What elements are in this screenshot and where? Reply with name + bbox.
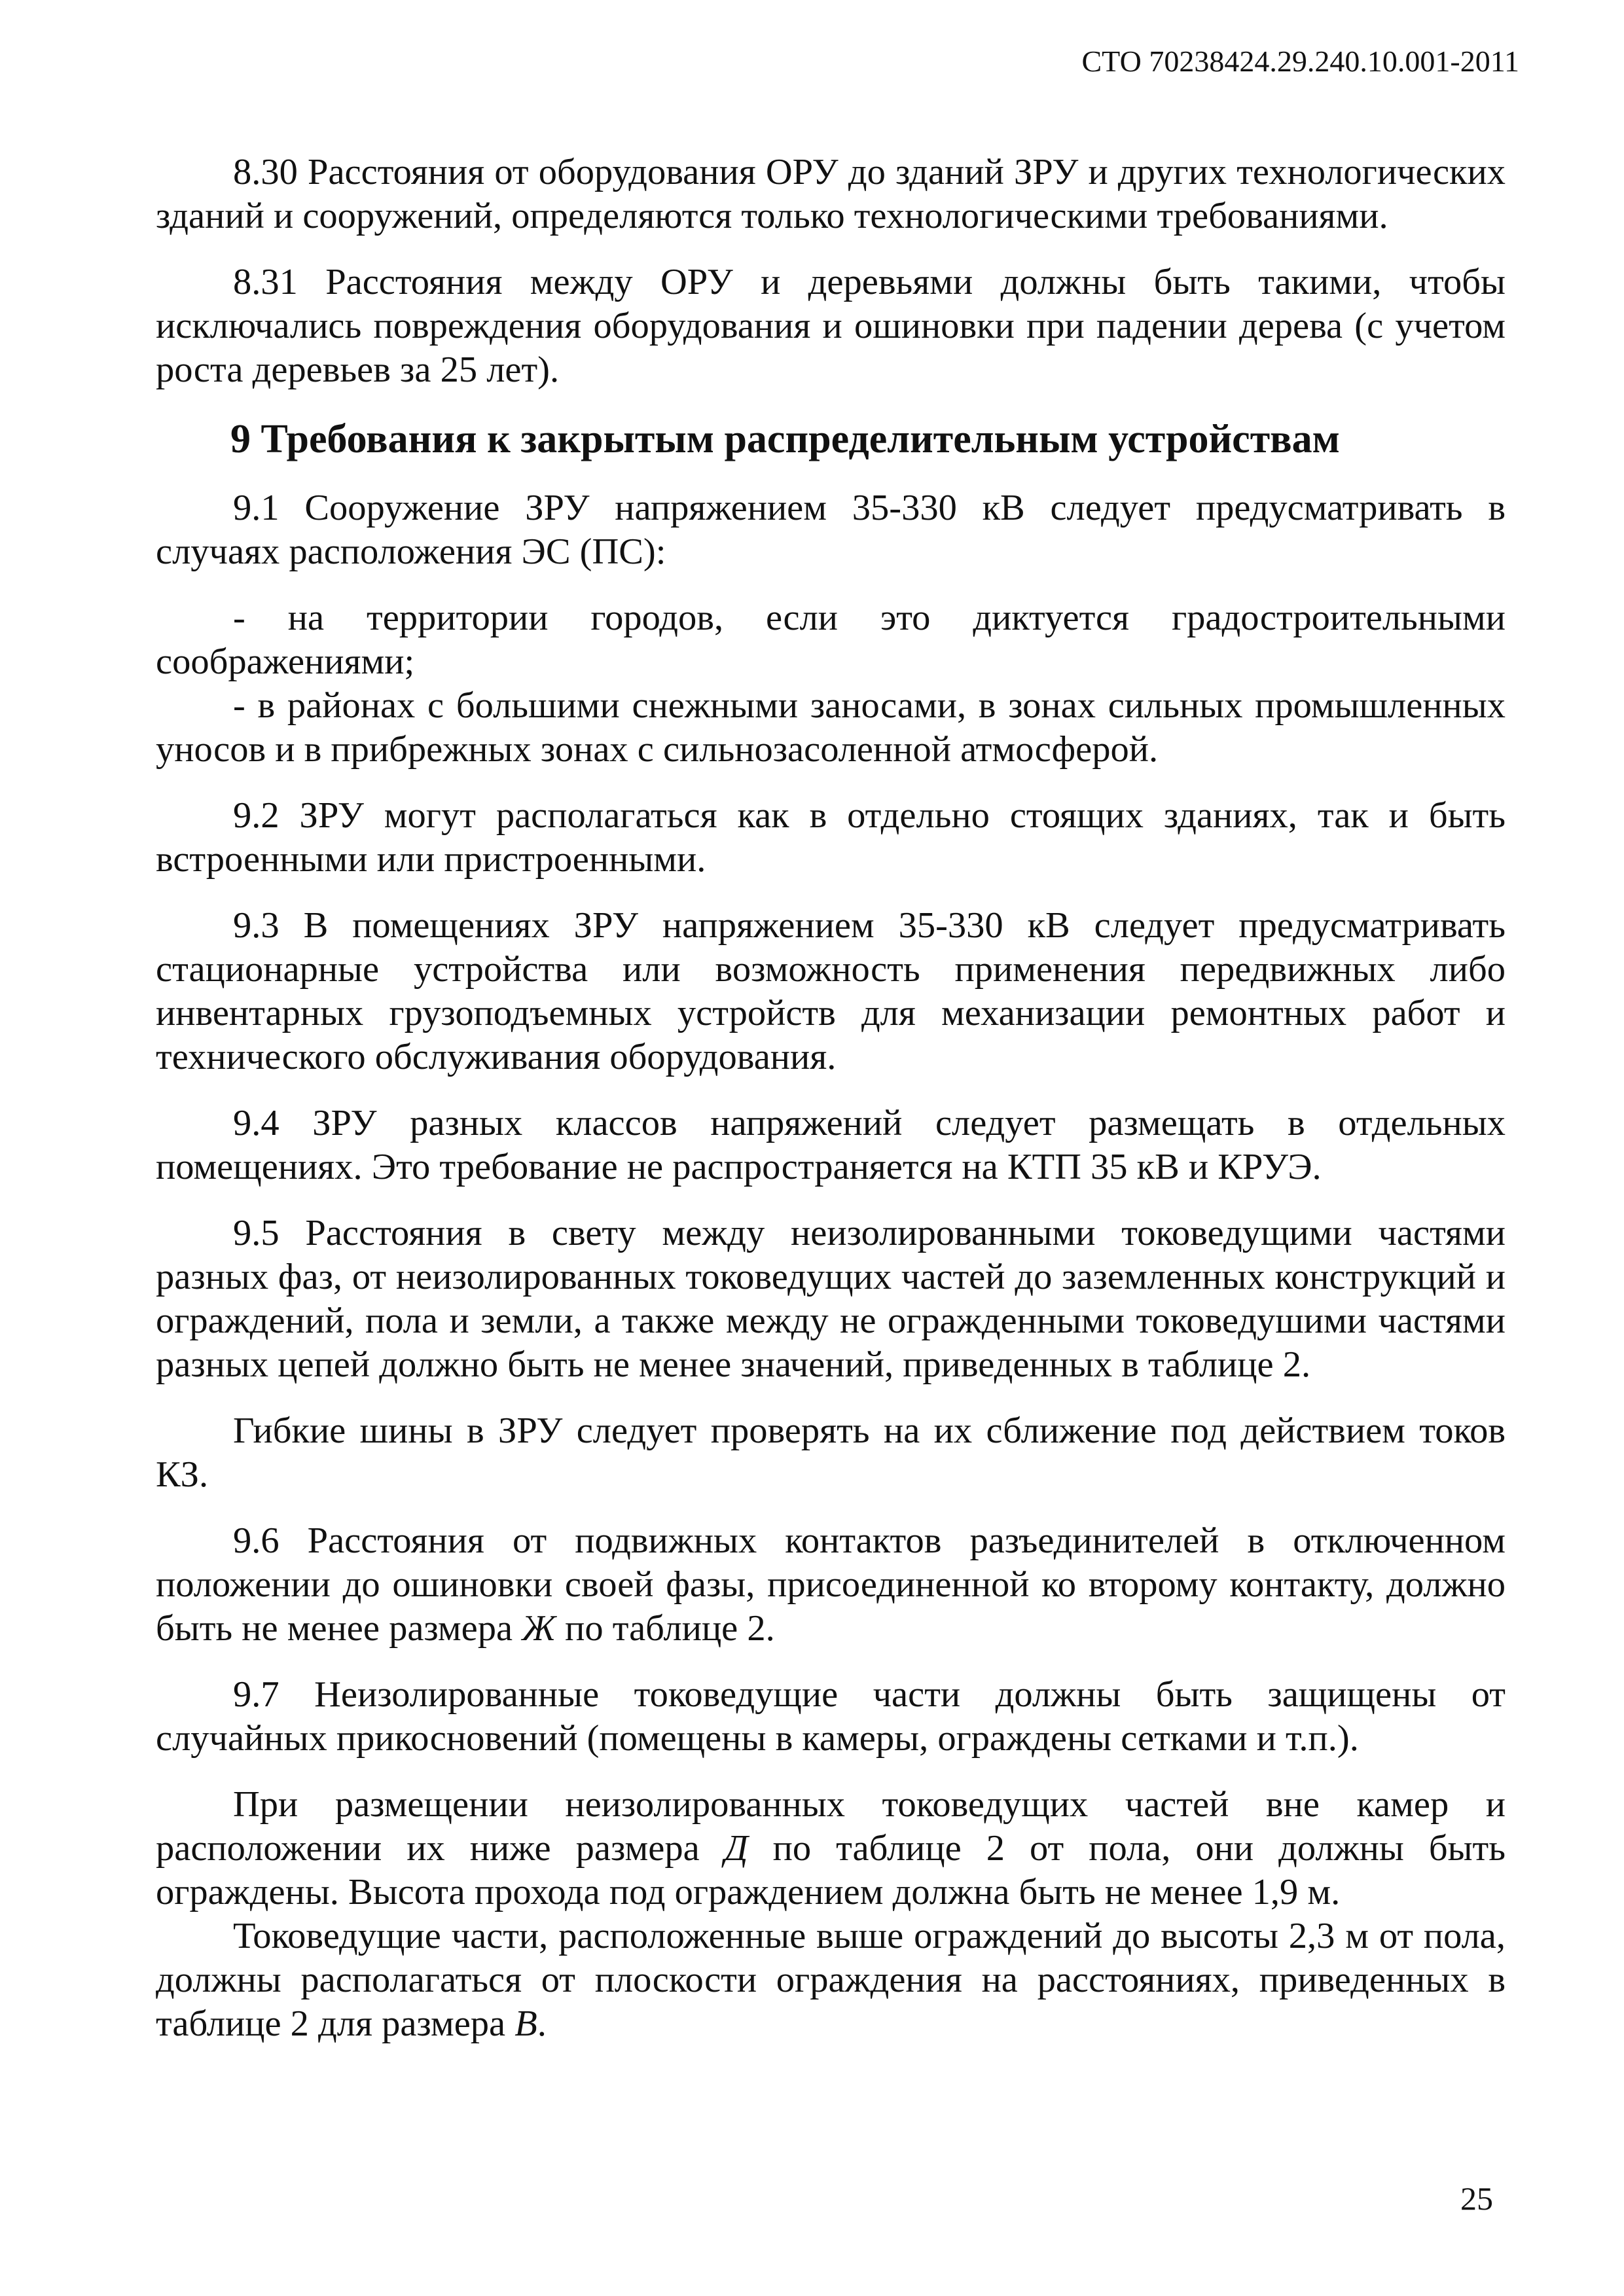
size-symbol-d: Д — [724, 1828, 748, 1869]
size-symbol-zh: Ж — [522, 1608, 556, 1649]
section-heading: 9 Требования к закрытым распределительным устройствам — [230, 417, 1340, 461]
paragraph-9-7-placement-tail: по таблице 2 от пола, они должны быть ограждены. Высота прохода под ограждением должна быть не менее 1,9 м. — [156, 1828, 1506, 1912]
paragraph-8-31: 8.31 Расстояния между ОРУ и деревьями должны быть такими, чтобы исключались повреждения оборудования и ошиновки при падении дерева (с учетом роста деревьев за 25 лет). — [156, 262, 1506, 390]
paragraph-9-5: 9.5 Расстояния в свету между неизолированными токоведущими частями разных фаз, от неизолированных токоведущих частей до заземленных конструкций и ограждений, пола и земли, а также между не огражденными токоведушими частями разных цепей должно быть не менее значений, приведенных в таблице 2. — [156, 1213, 1506, 1385]
list-item-cities: - на территории городов, если это диктуется градостроительными соображениями; — [156, 598, 1506, 682]
paragraph-9-2: 9.2 ЗРУ могут располагаться как в отдельно стоящих зданиях, так и быть встроенными или пристроенными. — [156, 795, 1506, 880]
paragraph-9-3: 9.3 В помещениях ЗРУ напряжением 35-330 кВ следует предусматривать стационарные устройства или возможность применения передвижных либо инвентарных грузоподъемных устройств для механизации ремонтных работ и технического обслуживания оборудования. — [156, 905, 1506, 1077]
paragraph-9-7-placement — [156, 1783, 1506, 1914]
paragraph-9-7: 9.7 Неизолированные токоведущие части должны быть защищены от случайных прикосновений (помещены в камеры, ограждены сетками и т.п.). — [156, 1674, 1506, 1759]
page-number: 25 — [1460, 2180, 1493, 2217]
paragraph-9-7-placement-text: При размещении неизолированных токоведущих частей вне камер и расположении их ниже размера — [156, 1784, 1506, 1869]
list-item-snow-areas: - в районах с большими снежными заносами, в зонах сильных промышленных уносов и в прибрежных зонах с сильнозасоленной атмосферой. — [156, 685, 1506, 770]
page-body — [156, 151, 1506, 2068]
paragraph-9-4: 9.4 ЗРУ разных классов напряжений следует размещать в отдельных помещениях. Это требование не распространяется на КТП 35 кВ и КРУЭ. — [156, 1103, 1506, 1187]
paragraph-9-6-tail: по таблице 2. — [555, 1608, 775, 1649]
paragraph-9-7-above-fence-tail: . — [537, 2003, 547, 2044]
paragraph-9-1: 9.1 Сооружение ЗРУ напряжением 35-330 кВ следует предусматривать в случаях расположения ЭС (ПС): — [156, 488, 1506, 572]
paragraph-9-7-above-fence-text: Токоведущие части, расположенные выше ограждений до высоты 2,3 м от пола, должны располагаться от плоскости ограждения на расстояниях, приведенных в таблице 2 для размера — [156, 1916, 1506, 2044]
document-code-header: СТО 70238424.29.240.10.001-2011 — [1081, 45, 1519, 78]
paragraph-8-30: 8.30 Расстояния от оборудования ОРУ до зданий ЗРУ и других технологических зданий и сооружений, определяются только технологическими требованиями. — [156, 152, 1506, 236]
paragraph-9-5-flexible-buses: Гибкие шины в ЗРУ следует проверять на их сближение под действием токов КЗ. — [156, 1410, 1506, 1495]
size-symbol-v: В — [514, 2003, 537, 2044]
paragraph-9-6 — [156, 1519, 1506, 1651]
paragraph-9-7-above-fence — [156, 1914, 1506, 2046]
paragraph-9-6-text: 9.6 Расстояния от подвижных контактов разъединителей в отключенном положении до ошиновки своей фазы, присоединенной ко второму контакту, должно быть не менее размера — [156, 1520, 1506, 1649]
